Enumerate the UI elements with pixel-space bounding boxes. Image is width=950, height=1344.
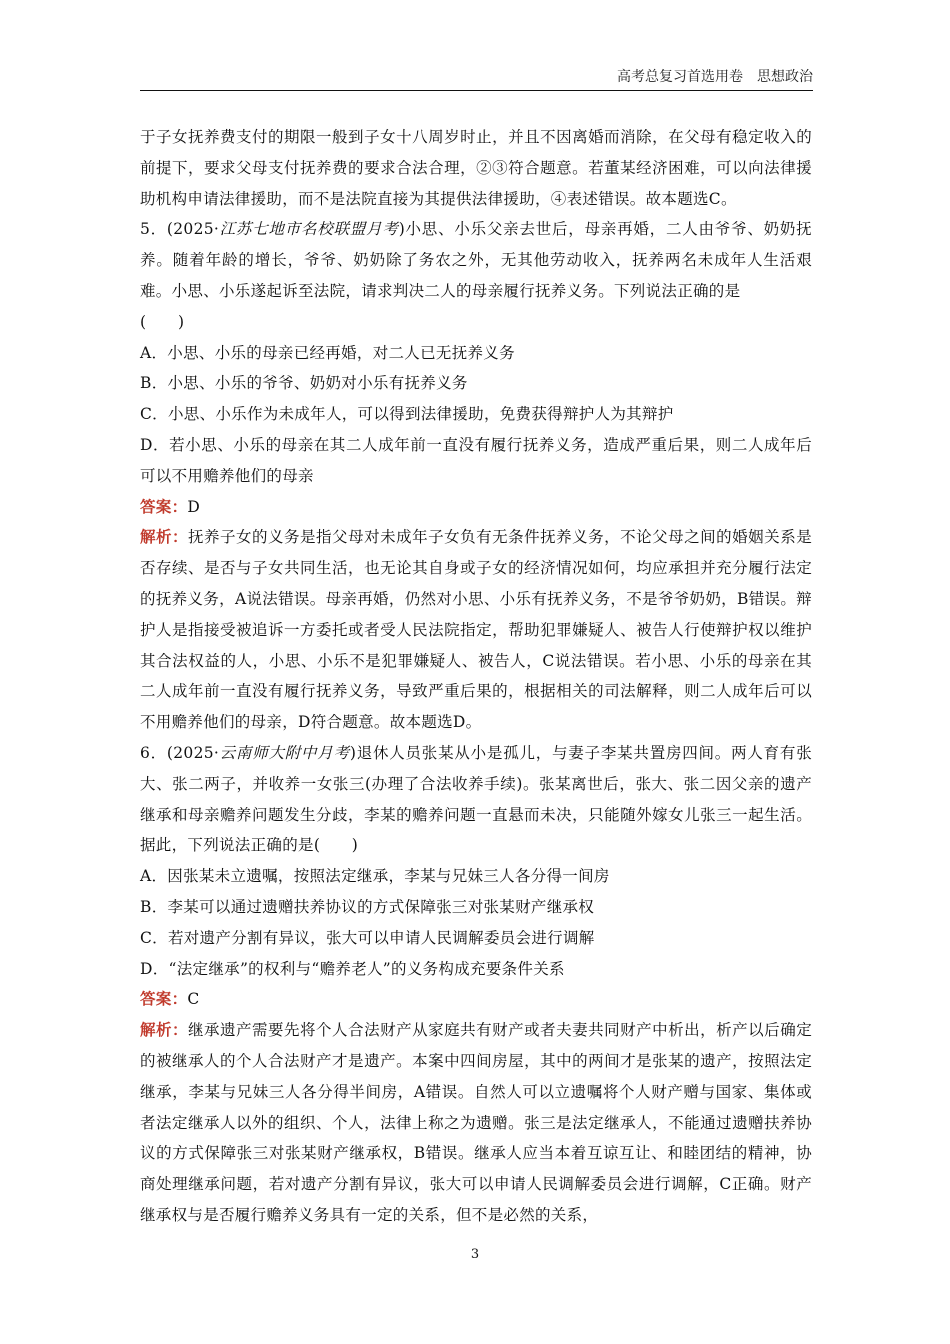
continuation-paragraph: 于子女抚养费支付的期限一般到子女十八周岁时止，并且不因离婚而消除，在父母有稳定收入的前提下，要求父母支付抚养费的要求合法合理，②③符合题意。若董某经济困难，可以向法律援助机构申请法律援助，而不是法院直接为其提供法律援助，④表述错误。故本题选C。 [140,128,812,208]
option-c: C．小思、小乐作为未成年人，可以得到法律援助，免费获得辩护人为其辩护 [140,405,674,424]
analysis-paragraph [140,1015,812,1231]
running-header: 高考总复习首选用卷 思想政治 [617,69,813,85]
option-c: C．若对遗产分割有异议，张大可以申请人民调解委员会进行调解 [140,928,595,947]
answer-value: D [187,497,201,516]
answer-line [140,492,812,523]
question-number: 6． [140,743,167,762]
question-text: 退休人员张某从小是孤儿，与妻子李某共置房四间。两人育有张大、张二两子，并收养一女张三(办理了合法收养手续)。张某离世后，张大、张二因父亲的遗产继承和母亲赡养问题发生分歧，李某的赡养问题一直悬而未决，只能随外嫁女儿张三一起生活。据此，下列说法正确的是 [140,743,812,855]
page-body [140,122,812,1231]
option-b: B．李某可以通过遗赠扶养协议的方式保障张三对张某财产继承权 [140,897,595,916]
analysis-label: 解析： [140,1020,189,1040]
source-close: ) [349,743,357,762]
question-text: 小思、小乐父亲去世后，母亲再婚，二人由爷爷、奶奶抚养。随着年龄的增长，爷爷、奶奶除了务农之外，无其他劳动收入，抚养两名未成年人生活艰难。小思、小乐遂起诉至法院，请求判决二人的母亲履行抚养义务。下列说法正确的是 [140,220,812,300]
answer-blank: ( ) [140,312,185,331]
source-open: (2025· [166,220,220,239]
answer-line [140,984,812,1015]
option-a: A．小思、小乐的母亲已经再婚，对二人已无抚养义务 [140,343,515,362]
question-stem [140,214,812,306]
question-5 [140,214,812,738]
answer-value: C [187,990,200,1009]
question-6 [140,738,812,1231]
analysis-text: 继承遗产需要先将个人合法财产从家庭共有财产或者夫妻共同财产中析出，析产以后确定的被继承人的个人合法财产才是遗产。本案中四间房屋，其中的两间才是张某的遗产，按照法定继承，李某与兄妹三人各分得半间房，A错误。自然人可以立遗嘱将个人财产赠与国家、集体或者法定继承人以外的组织、个人，法律上称之为遗赠。张三是法定继承人，不能通过遗赠扶养协议的方式保障张三对张某财产继承权，B错误。继承人应当本着互谅互让、和睦团结的精神，协商处理继承问题，若对遗产分割有异议，张大可以申请人民调解委员会进行调解，C正确。财产继承权与是否履行赡养义务具有一定的关系，但不是必然的关系， [140,1021,812,1224]
option-d: D．“法定继承”的权利与“赡养老人”的义务构成充要条件关系 [140,959,565,978]
question-source: 云南师大附中月考 [219,743,350,762]
source-close: ) [398,220,406,239]
question-source: 江苏七地市名校联盟月考 [219,220,399,239]
question-number: 5． [140,220,167,239]
analysis-paragraph [140,522,812,738]
answer-label: 答案： [140,989,188,1009]
answer-label: 答案： [140,496,188,516]
option-a: A．因张某未立遗嘱，按照法定继承，李某与兄妹三人各分得一间房 [140,867,610,886]
answer-blank: ( ) [313,836,359,855]
analysis-text: 抚养子女的义务是指父母对未成年子女负有无条件抚养义务，不论父母之间的婚姻关系是否存续、是否与子女共同生活，也无论其自身或子女的经济情况如何，均应承担并充分履行法定的抚养义务，A说法错误。母亲再婚，仍然对小思、小乐有抚养义务，不是爷爷奶奶，B错误。辩护人是指接受被追诉一方委托或者受人民法院指定，帮助犯罪嫌疑人、被告人行使辩护权以维护其合法权益的人，小思、小乐不是犯罪嫌疑人、被告人，C说法错误。若小思、小乐的母亲在其二人成年前一直没有履行抚养义务，导致严重后果的，根据相关的司法解释，则二人成年后可以不用赡养他们的母亲，D符合题意。故本题选D。 [140,528,812,732]
source-open: (2025· [166,743,220,762]
option-b: B．小思、小乐的爷爷、奶奶对小乐有抚养义务 [140,374,468,393]
page-number: 3 [470,1247,480,1262]
option-d: D．若小思、小乐的母亲在其二人成年前一直没有履行抚养义务，造成严重后果，则二人成年后可以不用赡养他们的母亲 [140,435,812,485]
analysis-label: 解析： [140,527,189,547]
header-rule [140,90,813,91]
question-stem [140,738,812,861]
